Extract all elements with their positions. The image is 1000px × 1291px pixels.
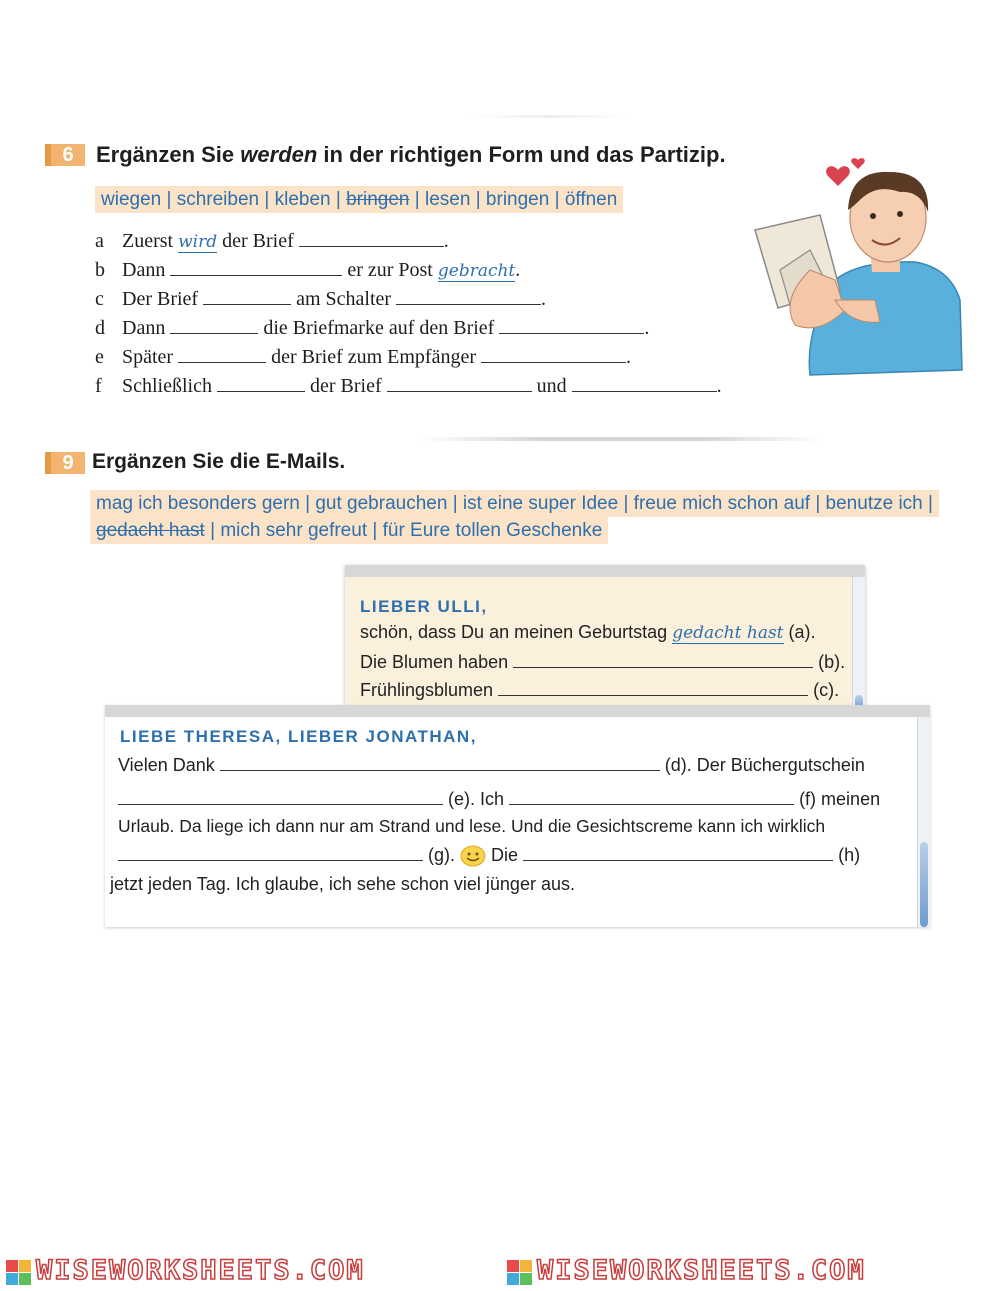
word-item-used: bringen — [346, 189, 410, 210]
email-window-theresa-jonathan — [105, 705, 930, 927]
top-divider — [470, 115, 630, 118]
blank-input[interactable] — [220, 754, 660, 771]
item-a: a Zuerst wird der Brief . — [95, 230, 449, 252]
exercise-9-title: Ergänzen Sie die E-Mails. — [92, 450, 346, 473]
blank-input[interactable] — [513, 651, 813, 668]
email-line: Frühlingsblumen (c). — [360, 680, 840, 700]
item-b: b Dann er zur Post gebracht. — [95, 259, 521, 281]
phrase-item: ist eine super Idee — [462, 493, 619, 514]
item-c: c Der Brief am Schalter . — [95, 288, 547, 310]
exercise-9-number: 9 — [45, 452, 85, 474]
wiseworksheets-logo-icon — [6, 1260, 32, 1286]
phrase-item: gut gebrauchen — [315, 493, 448, 514]
exercise-6-word-box: wiegen | schreiben | kleben | bringen | lesen | bringen | öffnen — [95, 186, 623, 213]
blank-input[interactable] — [509, 788, 794, 805]
scrollbar[interactable] — [917, 717, 930, 927]
phrase-item: benutze ich — [825, 493, 923, 514]
exercise-9-phrase-box-line2: gedacht hast | mich sehr gefreut | für Eure tollen Geschenke — [90, 517, 608, 544]
email-line: Vielen Dank (d). Der Büchergutschein — [118, 755, 865, 775]
answer-b: gebracht — [437, 261, 516, 281]
phrase-item-used: gedacht hast — [96, 520, 205, 541]
blank-input[interactable] — [299, 230, 444, 247]
blank-input[interactable] — [523, 844, 833, 861]
watermark-text: WISEWORKSHEETS.COM — [36, 1255, 365, 1286]
email-line: Urlaub. Da liege ich dann nur am Strand und lese. Und die Gesichtscreme kann ich wirklich — [118, 816, 826, 836]
blank-input[interactable] — [170, 259, 342, 276]
word-item: kleben — [274, 189, 331, 210]
email-salutation: LIEBE THERESA, LIEBER JONATHAN, — [120, 727, 477, 746]
man-reading-letter-illustration — [750, 150, 965, 380]
email-window-ulli — [345, 565, 865, 712]
answer-a: gedacht hast — [672, 623, 784, 643]
blank-input[interactable] — [178, 346, 266, 363]
email-line: jetzt jeden Tag. Ich glaube, ich sehe schon viel jünger aus. — [110, 874, 575, 894]
answer-a: wird — [178, 232, 218, 252]
wiseworksheets-logo-icon — [507, 1260, 533, 1286]
email-line: Die Blumen haben (b). — [360, 652, 846, 672]
blank-input[interactable] — [498, 679, 808, 696]
item-e: e Später der Brief zum Empfänger . — [95, 346, 632, 368]
blank-input[interactable] — [572, 375, 717, 392]
exercise-6-number: 6 — [45, 144, 85, 166]
blank-input[interactable] — [118, 844, 423, 861]
item-f: f Schließlich der Brief und . — [95, 375, 722, 397]
scrollbar-thumb[interactable] — [920, 842, 928, 927]
blank-input[interactable] — [217, 375, 305, 392]
blank-input[interactable] — [203, 288, 291, 305]
footer-watermark — [0, 1252, 1000, 1291]
blank-input[interactable] — [499, 317, 644, 334]
word-item: lesen — [425, 189, 471, 210]
word-item: öffnen — [564, 189, 618, 210]
word-item: wiegen — [101, 189, 162, 210]
blank-input[interactable] — [396, 288, 541, 305]
email-line: (e). Ich (f) meinen — [118, 788, 880, 810]
blank-input[interactable] — [387, 375, 532, 392]
email-line: schön, dass Du an meinen Geburtstag gedacht hast (a). — [360, 622, 816, 643]
heart-icon — [826, 166, 850, 186]
phrase-item: für Eure tollen Geschenke — [382, 520, 603, 541]
blank-input[interactable] — [481, 346, 626, 363]
blank-input[interactable] — [118, 788, 443, 805]
section-divider — [420, 437, 825, 441]
smiley-icon — [460, 845, 486, 867]
email-line: (g). Die (h) — [118, 844, 860, 867]
email-salutation: LIEBER ULLI, — [360, 597, 488, 616]
phrase-item: mag ich besonders gern — [96, 493, 300, 514]
exercise-6-title: Ergänzen Sie werden in der richtigen Form und das Partizip. — [96, 142, 726, 167]
heart-icon — [851, 158, 865, 169]
watermark-text: WISEWORKSHEETS.COM — [537, 1255, 866, 1286]
blank-input[interactable] — [170, 317, 258, 334]
scrollbar[interactable] — [852, 577, 865, 712]
item-d: d Dann die Briefmarke auf den Brief . — [95, 317, 650, 339]
word-item: bringen — [485, 189, 550, 210]
word-item: schreiben — [176, 189, 260, 210]
phrase-item: mich sehr gefreut — [220, 520, 368, 541]
exercise-9-phrase-box: mag ich besonders gern | gut gebrauchen | ist eine super Idee | freue mich schon auf | benutze ich | — [90, 490, 939, 517]
phrase-item: freue mich schon auf — [633, 493, 811, 514]
